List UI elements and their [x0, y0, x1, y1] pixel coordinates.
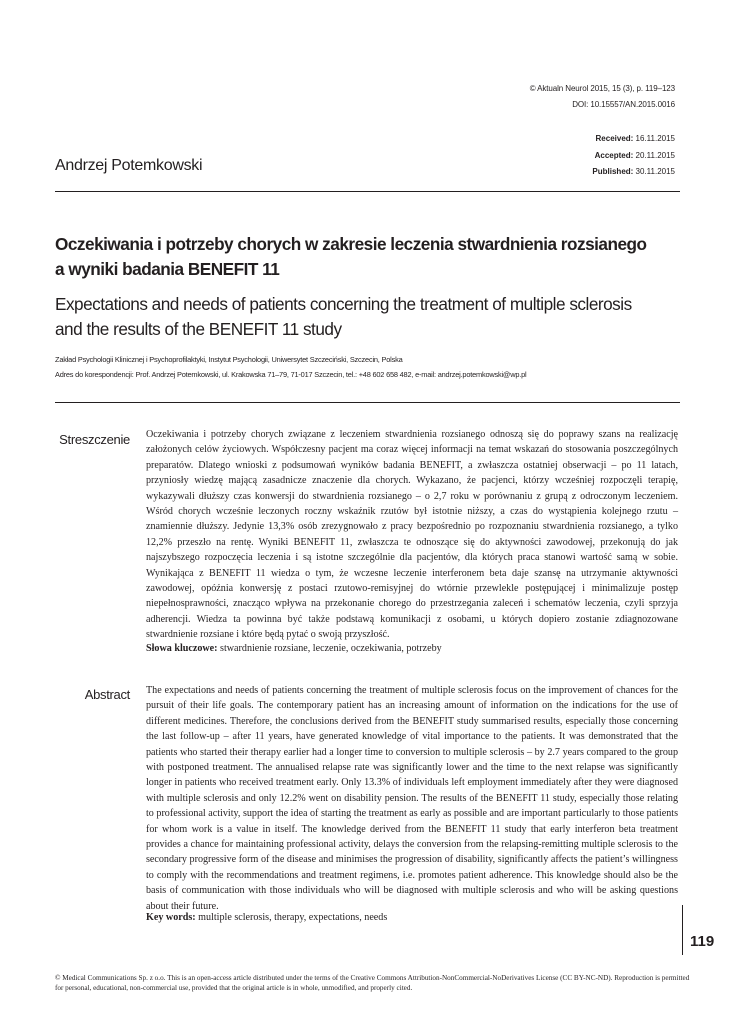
abstract-keywords: [146, 910, 678, 925]
streszczenie-text: Oczekiwania i potrzeby chorych związane z leczeniem stwardnienia rozsianego odnoszą się do poprawy szans na realizację założonych celów życiowych. Współczesny pacjent ma coraz więcej informacji na temat wskazań do stosowania poszczególnych preparatów. Dlatego wnioski z podsumowań wyników badania BENEFIT, a zwłaszcza ostatniej obserwacji – po 11 latach, przyniosły wiedzę mającą zasadnicze znaczenie dla chorych. Wykazano, że pacjenci, którzy wcześniej rozpoczęli terapię, wykazywali dłuższy czas konwersji do stwardnienia rozsianego – o 2,7 roku w porównaniu z grupą z odroczonym leczeniem. Wśród chorych wcześnie leczonych roczny wskaźnik rzutów był istotnie niższy, a czas do wystąpienia kolejnego rzutu – znamiennie dłuższy. Jedynie 13,3% osób zrezygnowało z pracy bezpośrednio po rozpoznaniu stwardnienia rozsianego, a tylko 12,2% przeszło na rentę. Wyniki BENEFIT 11, zwłaszcza te odnoszące się do aktywności zawodowej, przekonują do jak najszybszego rozpoczęcia leczenia i są istotne szczególnie dla pacjentów, dla których praca stanowi wartość samą w sobie. Wynikająca z BENEFIT 11 wiedza o tym, że wczesne leczenie interferonem beta daje szansę na utrzymanie aktywności zawodowej, opóźnia konwersję z postaci rzutowo-remisyjnej do wtórnie przewlekle postępującej i minimalizuje postęp niepełnosprawności, znacząco wpływa na przekonanie chorego do przestrzegania zaleceń i schematów leczenia, czyli sprzyja adherencji. Wiedza ta powinna być także podstawą komunikacji z osobami, u których dopiero zostanie zdiagnozowane stwardnienie rozsiane i które będą pytać o swoją przyszłość.: [146, 429, 678, 641]
doi: DOI: 10.15557/AN.2015.0016: [572, 100, 675, 109]
citation-block: [530, 81, 675, 113]
title-polish-line1: Oczekiwania i potrzeby chorych w zakresie leczenia stwardnienia rozsianego: [55, 234, 647, 254]
published-date: [592, 164, 675, 181]
accepted-date: [592, 148, 675, 165]
institution: Zakład Psychologii Klinicznej i Psychoprofilaktyki, Instytut Psychologii, Uniwersytet Szczeciński, Szczecin, Polska: [55, 355, 403, 364]
title-english-line2: and the results of the BENEFIT 11 study: [55, 319, 342, 339]
affiliation-block: [55, 352, 675, 382]
title-english: [55, 292, 695, 342]
streszczenie-label: Streszczenie: [59, 432, 130, 447]
license-notice: © Medical Communications Sp. z o.o. This is an open-access article distributed under the terms of the Creative Commons Attribution-NonCommercial-NoDerivatives License (CC BY-NC-ND). Reproduction is permitted for personal, educational, non-commercial use, provided that the original article is in whole, unmodified, and properly cited.: [55, 974, 690, 992]
title-english-line1: Expectations and needs of patients concerning the treatment of multiple sclerosis: [55, 294, 632, 314]
page-number-rule: [682, 905, 683, 955]
citation-reference: © Aktualn Neurol 2015, 15 (3), p. 119–123: [529, 84, 675, 93]
header-divider: [55, 191, 680, 192]
streszczenie-keywords-label: Słowa kluczowe:: [146, 643, 218, 654]
dates-block: [592, 131, 675, 181]
abstract-keywords-value: multiple sclerosis, therapy, expectations, needs: [198, 912, 388, 923]
title-polish: [55, 232, 695, 282]
streszczenie-keywords-value: stwardnienie rozsiane, leczenie, oczekiwania, potrzeby: [220, 643, 442, 654]
streszczenie-keywords: [146, 641, 678, 656]
author-name: Andrzej Potemkowski: [55, 157, 203, 174]
page-number: 119: [690, 933, 715, 950]
affiliation-divider: [55, 402, 680, 403]
published-value: 30.11.2015: [635, 167, 675, 176]
received-date: [592, 131, 675, 148]
accepted-value: 20.11.2015: [635, 150, 675, 160]
title-polish-line2: a wyniki badania BENEFIT 11: [55, 259, 280, 279]
published-label: Published:: [592, 167, 634, 176]
abstract-keywords-label: Key words:: [146, 912, 196, 923]
received-label: Received:: [595, 134, 634, 143]
abstract-label: Abstract: [84, 687, 130, 702]
accepted-label: Accepted:: [594, 150, 634, 160]
abstract-text: The expectations and needs of patients concerning the treatment of multiple sclerosis focus on the improvement of chances for the pursuit of their life goals. The contemporary patient has an increasing amount of information on the indications for the use of different medicines. Therefore, the conclusions derived from the BENEFIT study summarised results, especially those concerning the last follow-up – after 11 years, have generated knowledge of vital importance to the patients. It was demonstrated that the patients who started their therapy earlier had a longer time to conversion to multiple sclerosis – by 2.7 years compared to the group with postponed treatment. The annualised relapse rate was significantly lower and the time to the next relapse was significantly longer in patients who received treatment early. Only 13.3% of individuals left employment immediately after they were diagnosed with multiple sclerosis and only 12.2% went on disability pension. The results of the BENEFIT 11 study, especially those relating to professional activity, support the idea of starting the treatment as early as possible and are important particularly to those patients for whom work is a value in itself. The knowledge derived from the BENEFIT 11 study that early interferon beta treatment provides a chance for maintaining professional activity, delays the conversion from the relapsing-remitting multiple sclerosis to the secondary progressive form of the disease and minimises the progression of disability, significantly affects the patient’s willingness to comply with the recommendations and treatment regimens, i.e. promotes patient adherence. This knowledge should also be the basis of communication with those individuals who will be diagnosed with multiple sclerosis and who will be asking questions about their future.: [146, 685, 678, 912]
correspondence-address: Adres do korespondencji: Prof. Andrzej Potemkowski, ul. Krakowska 71–79, 71-017 Szczecin, tel.: +48 602 658 482, e-mail: andrzej.potemkowski@wp.pl: [55, 370, 527, 379]
received-value: 16.11.2015: [635, 134, 675, 143]
